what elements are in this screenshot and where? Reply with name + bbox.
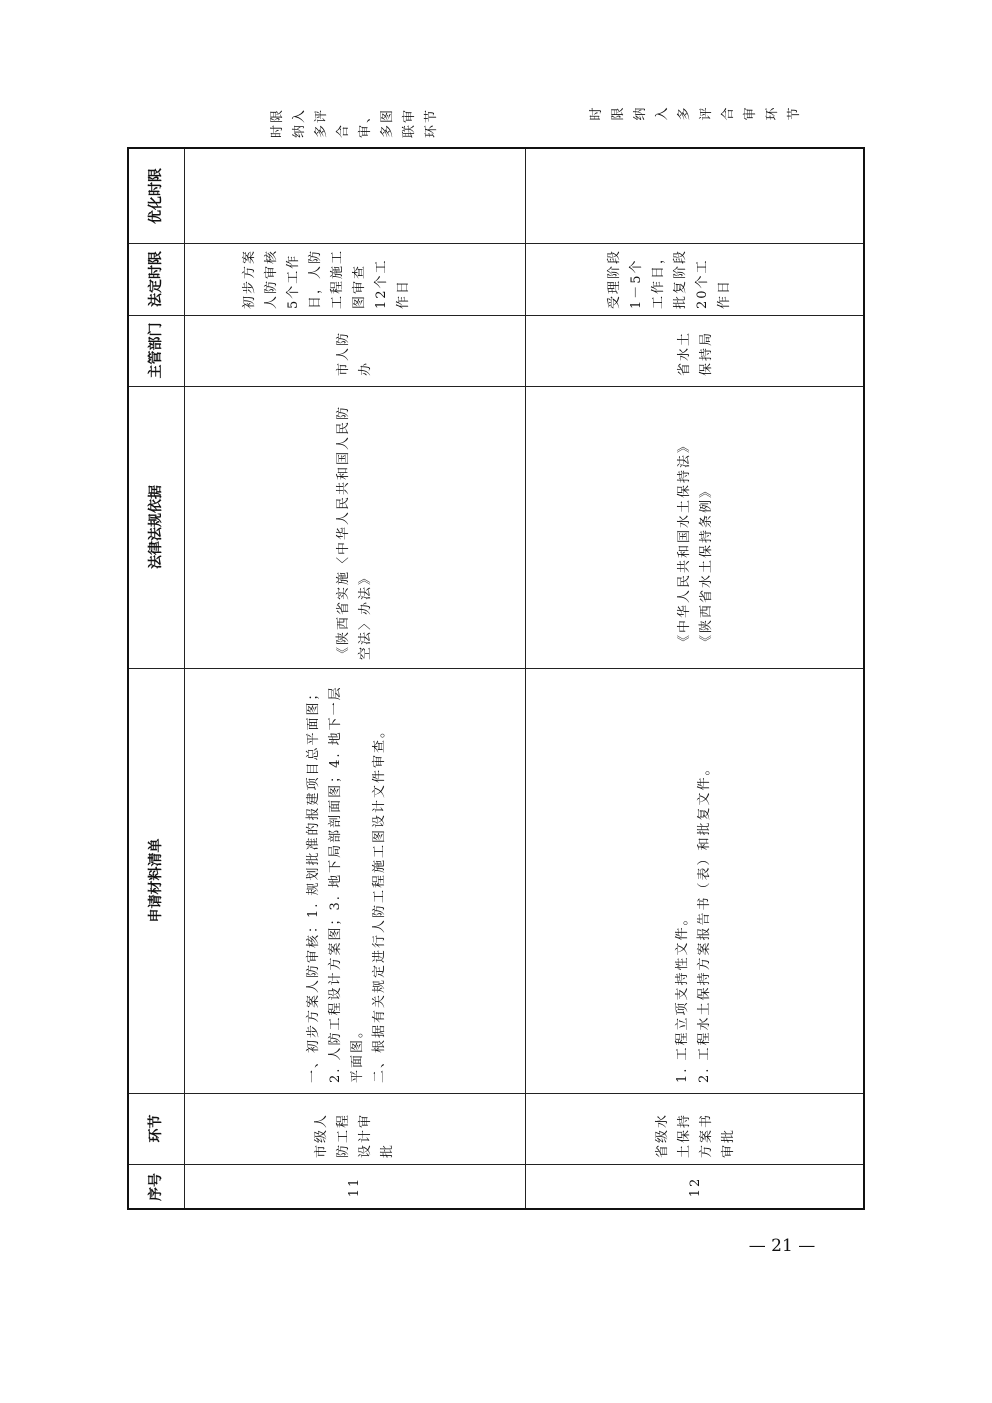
row11-materials-item2: 二、根据有关规定进行人防工程施工图设计文件审查。	[372, 722, 387, 1083]
row11-opt-time: 时限纳入多评合审、多图联审环节	[270, 107, 439, 138]
row11-seq: 11	[347, 1176, 362, 1198]
approval-table	[127, 105, 865, 1210]
row12-dept: 省水土保持局	[676, 330, 714, 376]
row11-dept: 市人防办	[336, 330, 373, 376]
row11-materials-item1: 一、初步方案人防审核：1. 规划批准的报建项目总平面图；2. 人防工程设计方案图；3. 地下局部剖面图；4. 地下一层平面图。	[306, 685, 365, 1083]
header-dept: 主管部门	[148, 322, 164, 379]
row12-materials-item2: 2. 工程水土保持方案报告书（表）和批复文件。	[697, 760, 712, 1083]
row12-legal-time: 受理阶段1－5个工作日，批复阶段20个工作日	[607, 248, 732, 309]
header-legal-time: 法定时限	[148, 251, 164, 307]
row11-legal-time: 初步方案人防审核5个工作日，人防工程施工图审查12个工作日	[242, 248, 411, 309]
row11-legal: 《陕西省实施〈中华人民共和国人民防空法〉办法》	[336, 404, 373, 660]
row12-opt-time: 时限纳入多评合审环节	[588, 105, 802, 121]
header-legal: 法律法规依据	[148, 485, 164, 569]
row12-materials	[526, 668, 865, 1093]
row12-materials-item1: 1. 工程立项支持性文件。	[675, 910, 690, 1083]
header-seq: 序号	[148, 1173, 164, 1201]
header-materials: 申请材料清单	[148, 838, 164, 923]
row12-seq: 12	[687, 1176, 703, 1198]
row11-step: 市级人防工程设计审批	[314, 1112, 395, 1158]
row12-legal-item1: 《中华人民共和国水土保持法》	[677, 437, 692, 648]
header-opt-time: 优化时限	[148, 168, 164, 224]
row12-legal-item2: 《陕西省水土保持条例》	[699, 482, 714, 648]
row12-legal	[526, 386, 865, 668]
page-number: — 21 —	[748, 1236, 816, 1256]
row12-step: 省级水土保持方案书审批	[654, 1112, 736, 1158]
row11-materials	[185, 668, 525, 1093]
header-step: 环节	[148, 1114, 164, 1143]
